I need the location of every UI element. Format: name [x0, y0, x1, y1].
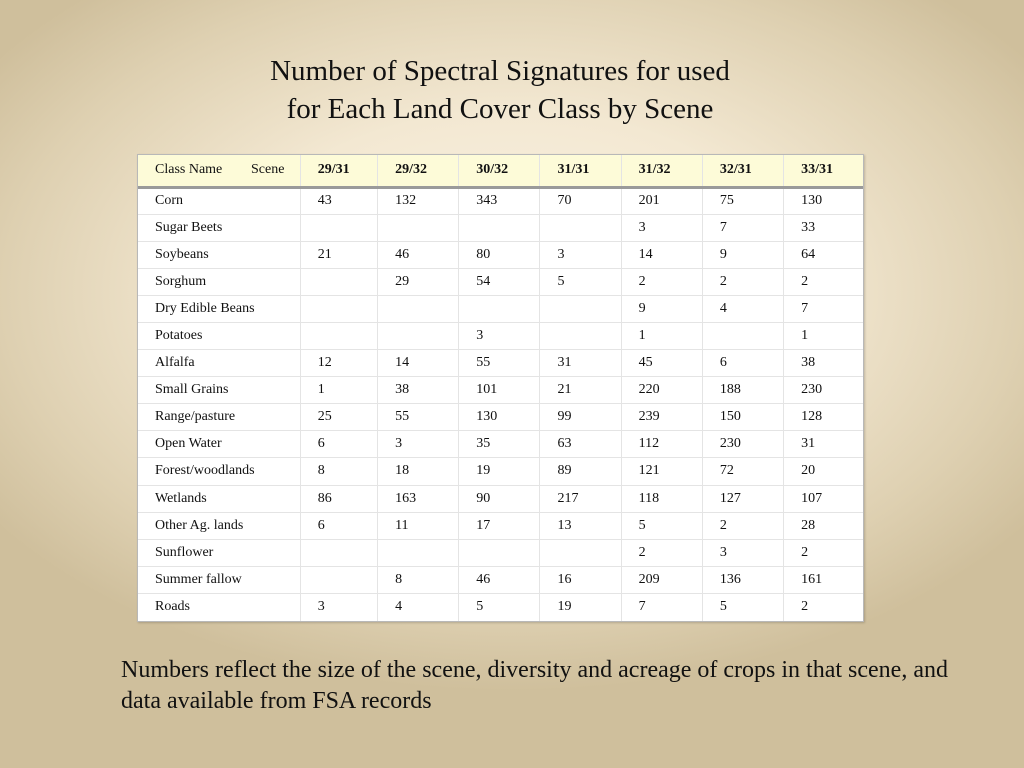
value-cell: 128 [784, 404, 863, 431]
value-cell: 132 [378, 187, 459, 214]
value-cell [540, 539, 621, 566]
value-cell: 107 [784, 485, 863, 512]
value-cell: 3 [540, 241, 621, 268]
value-cell [540, 322, 621, 349]
value-cell: 2 [702, 512, 783, 539]
class-name-cell: Sorghum [138, 268, 300, 295]
class-name-cell: Other Ag. lands [138, 512, 300, 539]
table-row [138, 268, 863, 295]
value-cell [378, 322, 459, 349]
value-cell: 46 [459, 566, 540, 593]
class-name-cell: Range/pasture [138, 404, 300, 431]
value-cell: 89 [540, 458, 621, 485]
header-scene-column: 30/32 [459, 155, 540, 187]
value-cell: 86 [300, 485, 377, 512]
value-cell: 13 [540, 512, 621, 539]
class-name-cell: Potatoes [138, 322, 300, 349]
value-cell: 7 [621, 593, 702, 620]
class-name-cell: Soybeans [138, 241, 300, 268]
value-cell: 239 [621, 404, 702, 431]
value-cell: 121 [621, 458, 702, 485]
value-cell: 17 [459, 512, 540, 539]
value-cell: 3 [702, 539, 783, 566]
class-name-cell: Roads [155, 599, 190, 615]
value-cell [702, 322, 783, 349]
value-cell: 46 [378, 241, 459, 268]
value-cell: 33 [784, 214, 863, 241]
value-cell [300, 539, 377, 566]
value-cell: 9 [702, 241, 783, 268]
value-cell: 55 [378, 404, 459, 431]
value-cell: 3 [378, 431, 459, 458]
value-cell: 5 [621, 512, 702, 539]
value-cell: 14 [621, 241, 702, 268]
value-cell: 8 [378, 566, 459, 593]
table-row [138, 566, 863, 593]
value-cell: 2 [621, 268, 702, 295]
value-cell: 1 [621, 322, 702, 349]
value-cell: 20 [784, 458, 863, 485]
class-name-cell: Sunflower [138, 539, 300, 566]
value-cell: 127 [702, 485, 783, 512]
table-row [138, 241, 863, 268]
value-cell: 5 [702, 593, 783, 620]
value-cell [378, 295, 459, 322]
value-cell: 8 [300, 458, 377, 485]
value-cell: 80 [459, 241, 540, 268]
value-cell: 55 [459, 350, 540, 377]
table-row [138, 377, 863, 404]
value-cell: 163 [378, 485, 459, 512]
class-name-cell: Summer fallow [138, 566, 300, 593]
value-cell: 3 [300, 593, 377, 620]
table-header [138, 155, 863, 187]
table-row [138, 431, 863, 458]
value-cell: 7 [702, 214, 783, 241]
value-cell: 14 [378, 350, 459, 377]
class-name-cell: Dry Edible Beans [138, 295, 300, 322]
footnote-text: Numbers reflect the size of the scene, diversity and acreage of crops in that scene, and data available from FSA records [121, 657, 948, 714]
class-name-cell: Wetlands [138, 485, 300, 512]
value-cell: 45 [621, 350, 702, 377]
value-cell: 25 [300, 404, 377, 431]
header-scene-column: 31/31 [540, 155, 621, 187]
value-cell [300, 322, 377, 349]
value-cell: 1 [300, 377, 377, 404]
class-name-cell: Forest/woodlands [138, 458, 300, 485]
value-cell [459, 539, 540, 566]
value-cell: 118 [621, 485, 702, 512]
value-cell: 230 [702, 431, 783, 458]
value-cell: 2 [784, 539, 863, 566]
table-body [138, 187, 863, 621]
value-cell: 38 [378, 377, 459, 404]
header-scene-column: 31/32 [621, 155, 702, 187]
value-cell: 72 [702, 458, 783, 485]
value-cell: 217 [540, 485, 621, 512]
value-cell [459, 295, 540, 322]
table-row [138, 458, 863, 485]
value-cell: 64 [784, 241, 863, 268]
value-cell: 6 [300, 431, 377, 458]
value-cell: 3 [621, 214, 702, 241]
value-cell: 21 [300, 241, 377, 268]
value-cell: 5 [459, 593, 540, 620]
slide-title-line-2: for Each Land Cover Class by Scene [286, 93, 714, 125]
value-cell: 38 [784, 350, 863, 377]
value-cell: 12 [300, 350, 377, 377]
class-name-cell: Small Grains [138, 377, 300, 404]
value-cell: 19 [540, 593, 621, 620]
value-cell: 75 [702, 187, 783, 214]
header-class-name: Class Name [155, 162, 223, 178]
value-cell: 101 [459, 377, 540, 404]
value-cell: 2 [702, 268, 783, 295]
value-cell: 19 [459, 458, 540, 485]
value-cell: 230 [784, 377, 863, 404]
class-name-cell: Open Water [138, 431, 300, 458]
value-cell [300, 566, 377, 593]
value-cell [540, 295, 621, 322]
value-cell [459, 214, 540, 241]
value-cell: 2 [621, 539, 702, 566]
table-row [138, 404, 863, 431]
value-cell: 18 [378, 458, 459, 485]
value-cell [300, 295, 377, 322]
value-cell [300, 268, 377, 295]
value-cell [540, 214, 621, 241]
value-cell: 2 [784, 268, 863, 295]
value-cell: 43 [300, 187, 377, 214]
value-cell: 70 [540, 187, 621, 214]
value-cell: 9 [621, 295, 702, 322]
class-name-cell: Alfalfa [138, 350, 300, 377]
value-cell [378, 539, 459, 566]
value-cell: 161 [784, 566, 863, 593]
slide-title [0, 52, 1000, 128]
value-cell [300, 214, 377, 241]
table-row [138, 295, 863, 322]
header-class-name-scene [138, 155, 300, 187]
value-cell: 209 [621, 566, 702, 593]
value-cell: 28 [784, 512, 863, 539]
value-cell [378, 214, 459, 241]
signatures-table-container [137, 154, 864, 622]
value-cell: 6 [702, 350, 783, 377]
value-cell: 90 [459, 485, 540, 512]
table-row [138, 322, 863, 349]
table-row [138, 512, 863, 539]
value-cell: 63 [540, 431, 621, 458]
value-cell: 150 [702, 404, 783, 431]
value-cell: 201 [621, 187, 702, 214]
value-cell: 220 [621, 377, 702, 404]
table-row [138, 485, 863, 512]
value-cell: 99 [540, 404, 621, 431]
value-cell: 3 [459, 322, 540, 349]
class-name-cell: Corn [138, 187, 300, 214]
class-name-cell: Sugar Beets [138, 214, 300, 241]
value-cell: 6 [300, 512, 377, 539]
table-row [138, 593, 863, 620]
value-cell: 130 [784, 187, 863, 214]
value-cell: 2 [784, 593, 863, 620]
value-cell: 11 [378, 512, 459, 539]
value-cell: 29 [378, 268, 459, 295]
header-scene: Scene [251, 162, 285, 178]
header-scene-column: 29/31 [300, 155, 377, 187]
table-row [138, 539, 863, 566]
value-cell: 54 [459, 268, 540, 295]
header-scene-column: 33/31 [784, 155, 863, 187]
value-cell: 35 [459, 431, 540, 458]
value-cell: 1 [784, 322, 863, 349]
value-cell: 188 [702, 377, 783, 404]
value-cell: 136 [702, 566, 783, 593]
value-cell: 112 [621, 431, 702, 458]
value-cell: 343 [459, 187, 540, 214]
value-cell: 4 [378, 593, 459, 620]
slide-title-line-1: Number of Spectral Signatures for used [270, 55, 730, 87]
value-cell: 31 [784, 431, 863, 458]
signatures-table [138, 155, 863, 621]
header-scene-column: 32/31 [702, 155, 783, 187]
value-cell: 5 [540, 268, 621, 295]
table-row [138, 214, 863, 241]
value-cell: 16 [540, 566, 621, 593]
table-row [138, 187, 863, 214]
value-cell: 21 [540, 377, 621, 404]
table-row [138, 350, 863, 377]
value-cell: 4 [702, 295, 783, 322]
value-cell: 31 [540, 350, 621, 377]
value-cell: 7 [784, 295, 863, 322]
table-header-row [138, 155, 863, 187]
header-scene-column: 29/32 [378, 155, 459, 187]
value-cell: 130 [459, 404, 540, 431]
